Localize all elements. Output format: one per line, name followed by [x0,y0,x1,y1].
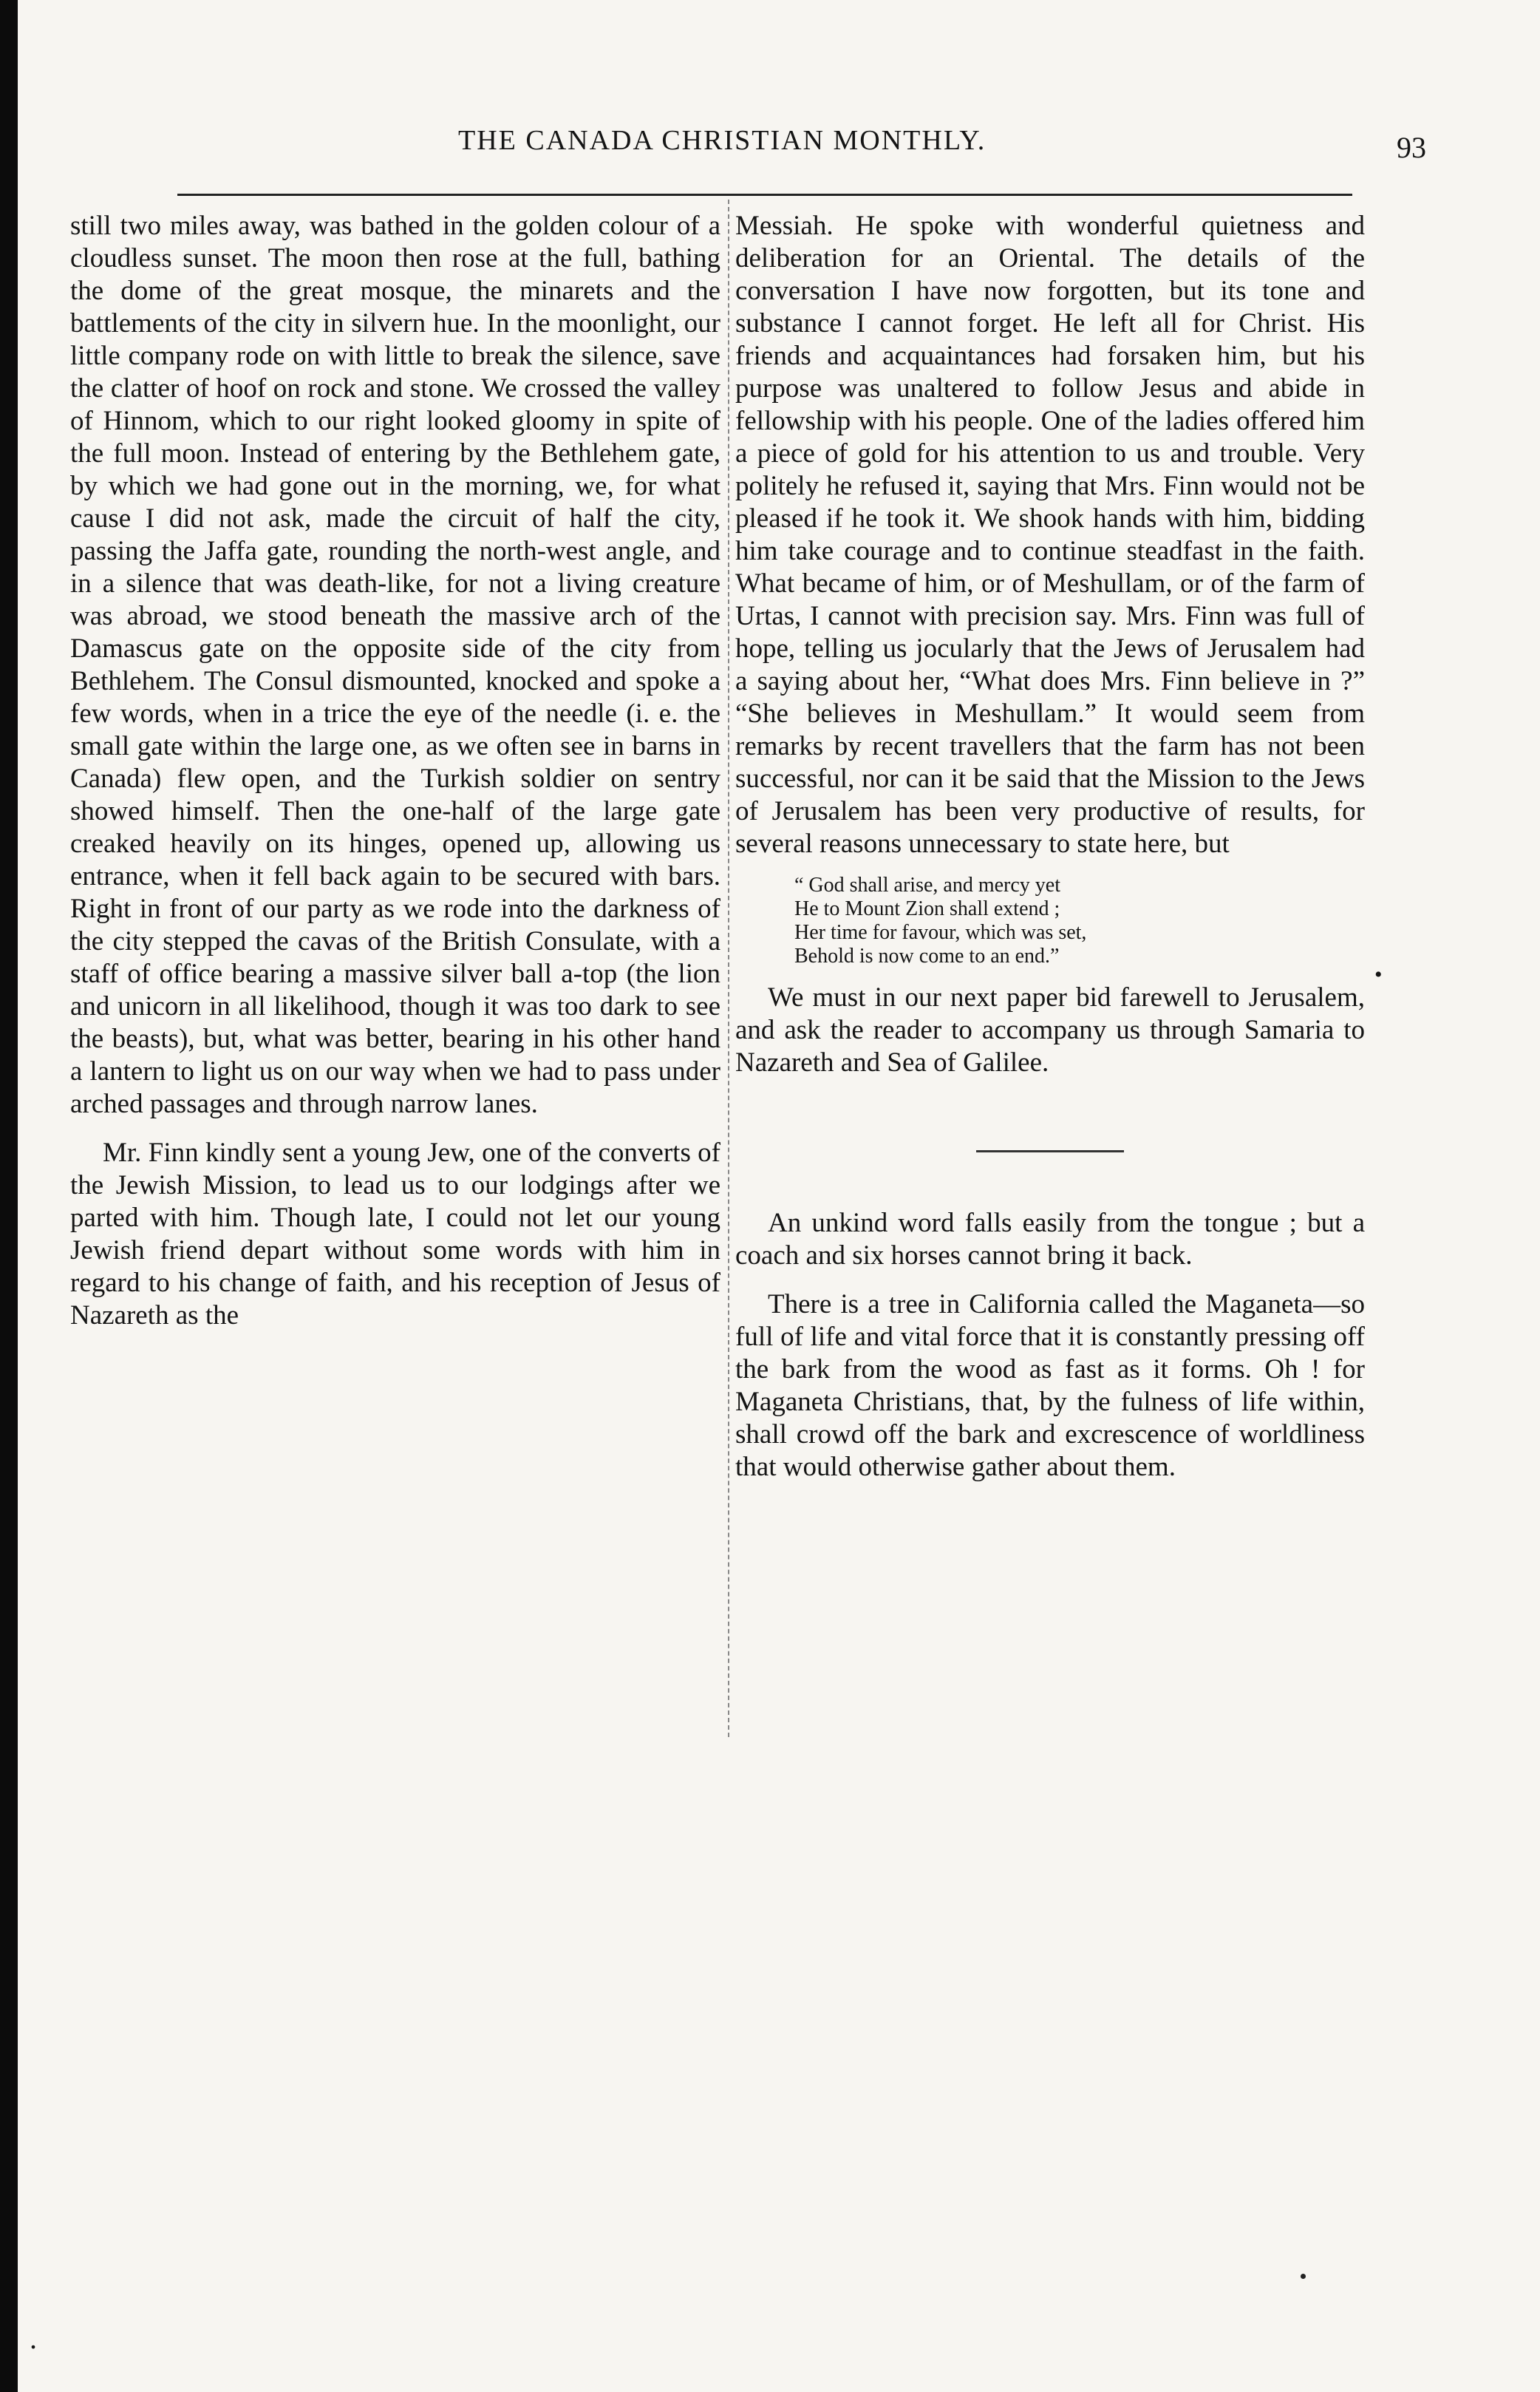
paragraph: We must in our next paper bid farewell to Jerusalem, and ask the reader to accompany us through Samaria to Nazareth and Sea of Galilee. [735,982,1365,1078]
paragraph: still two miles away, was bathed in the golden colour of a cloudless sunset. The moon then rose at the full, bathing the dome of the great mosque, the minarets and the battlements of the city in silvern hue. In the moonlight, our little company rode on with little to break the silence, save the clatter of hoof on rock and stone. We crossed the valley of Hinnom, which to our right looked gloomy in spite of the full moon. Instead of entering by the Bethlehem gate, by which we had gone out in the morning, we, for what cause I did not ask, made the circuit of half the city, passing the Jaffa gate, rounding the north-west angle, and in a silence that was death-like, for not a living creature was abroad, we stood beneath the massive arch of the Damascus gate on the opposite side of the city from Bethlehem. The Consul dismounted, knocked and spoke a few words, when in a trice the eye of the needle (i. e. the small gate within the large one, as we often see in barns in Canada) flew open, and the Turkish soldier on sentry showed himself. Then the one-half of the large gate creaked heavily on its hinges, opened up, allowing us entrance, when it fell back again to be secured with bars. Right in front of our party as we rode into the darkness of the city stepped the cavas of the British Consulate, with a staff of office bearing a massive silver ball a-top (the lion and unicorn in all likelihood, though it was too dark to see the beasts), but, what was better, bearing in his other hand a lantern to light us on our way when we had to pass under arched passages and through narrow lanes. [70,211,720,1119]
verse-line: Behold is now come to an end.” [794,945,1060,968]
verse-line: Her time for favour, which was set, [794,921,1087,944]
paragraph: An unkind word falls easily from the tongue ; but a coach and six horses cannot bring it back. [735,1208,1365,1271]
section-divider [976,1150,1124,1152]
paragraph-gap [735,1272,1365,1288]
right-column [735,210,1365,1484]
column-divider [728,200,729,1737]
paragraph: Mr. Finn kindly sent a young Jew, one of the converts of the Jewish Mission, to lead us to our lodgings after we parted with him. Though late, I could not let our young Jewish friend depart without some words with him in regard to his change of faith, and his reception of Jesus of Nazareth as the [70,1138,720,1331]
binding-edge [0,0,18,2392]
paragraph-gap [70,1121,720,1137]
ink-speck [1301,2274,1306,2279]
margin-mark: • [1374,962,1383,987]
paragraph: Messiah. He spoke with wonderful quietness and deliberation for an Oriental. The details of the conversation I have now forgotten, but its tone and substance I cannot forget. He left all for Christ. His friends and acquaintances had forsaken him, but his purpose was unaltered to follow Jesus and abide in fellowship with his people. One of the ladies offered him a piece of gold for his attention to us and trouble. Very politely he refused it, saying that Mrs. Finn would not be pleased if he took it. We shook hands with him, bidding him take courage and to continue steadfast in the faith. What became of him, or of Meshullam, or of the farm of Urtas, I cannot with precision say. Mrs. Finn was full of hope, telling us jocularly that the Jews of Jerusalem had a saying about her, “What does Mrs. Finn believe in ?” “She believes in Meshullam.” It would seem from remarks by recent travellers that the farm has not been successful, nor can it be said that the Mission to the Jews of Jerusalem has been very productive of results, for several reasons unnecessary to state here, but [735,211,1365,859]
left-column [70,210,720,1332]
paragraph: There is a tree in California called the Maganeta—so full of life and vital force that it is constantly pressing off the bark from the wood as fast as it forms. Oh ! for Maganeta Christians, that, by the fulness of life within, shall crowd off the bark and excrescence of worldliness that would otherwise gather about them. [735,1289,1365,1482]
page-number: 93 [1397,131,1426,164]
verse-line: “ God shall arise, and mercy yet [794,874,1060,897]
page-header [414,124,1426,169]
verse-quotation [794,874,1365,968]
corner-mark: . [30,2322,37,2355]
header-rule [177,194,1352,196]
verse-line: He to Mount Zion shall extend ; [794,897,1060,920]
running-head: THE CANADA CHRISTIAN MONTHLY. [458,125,987,156]
